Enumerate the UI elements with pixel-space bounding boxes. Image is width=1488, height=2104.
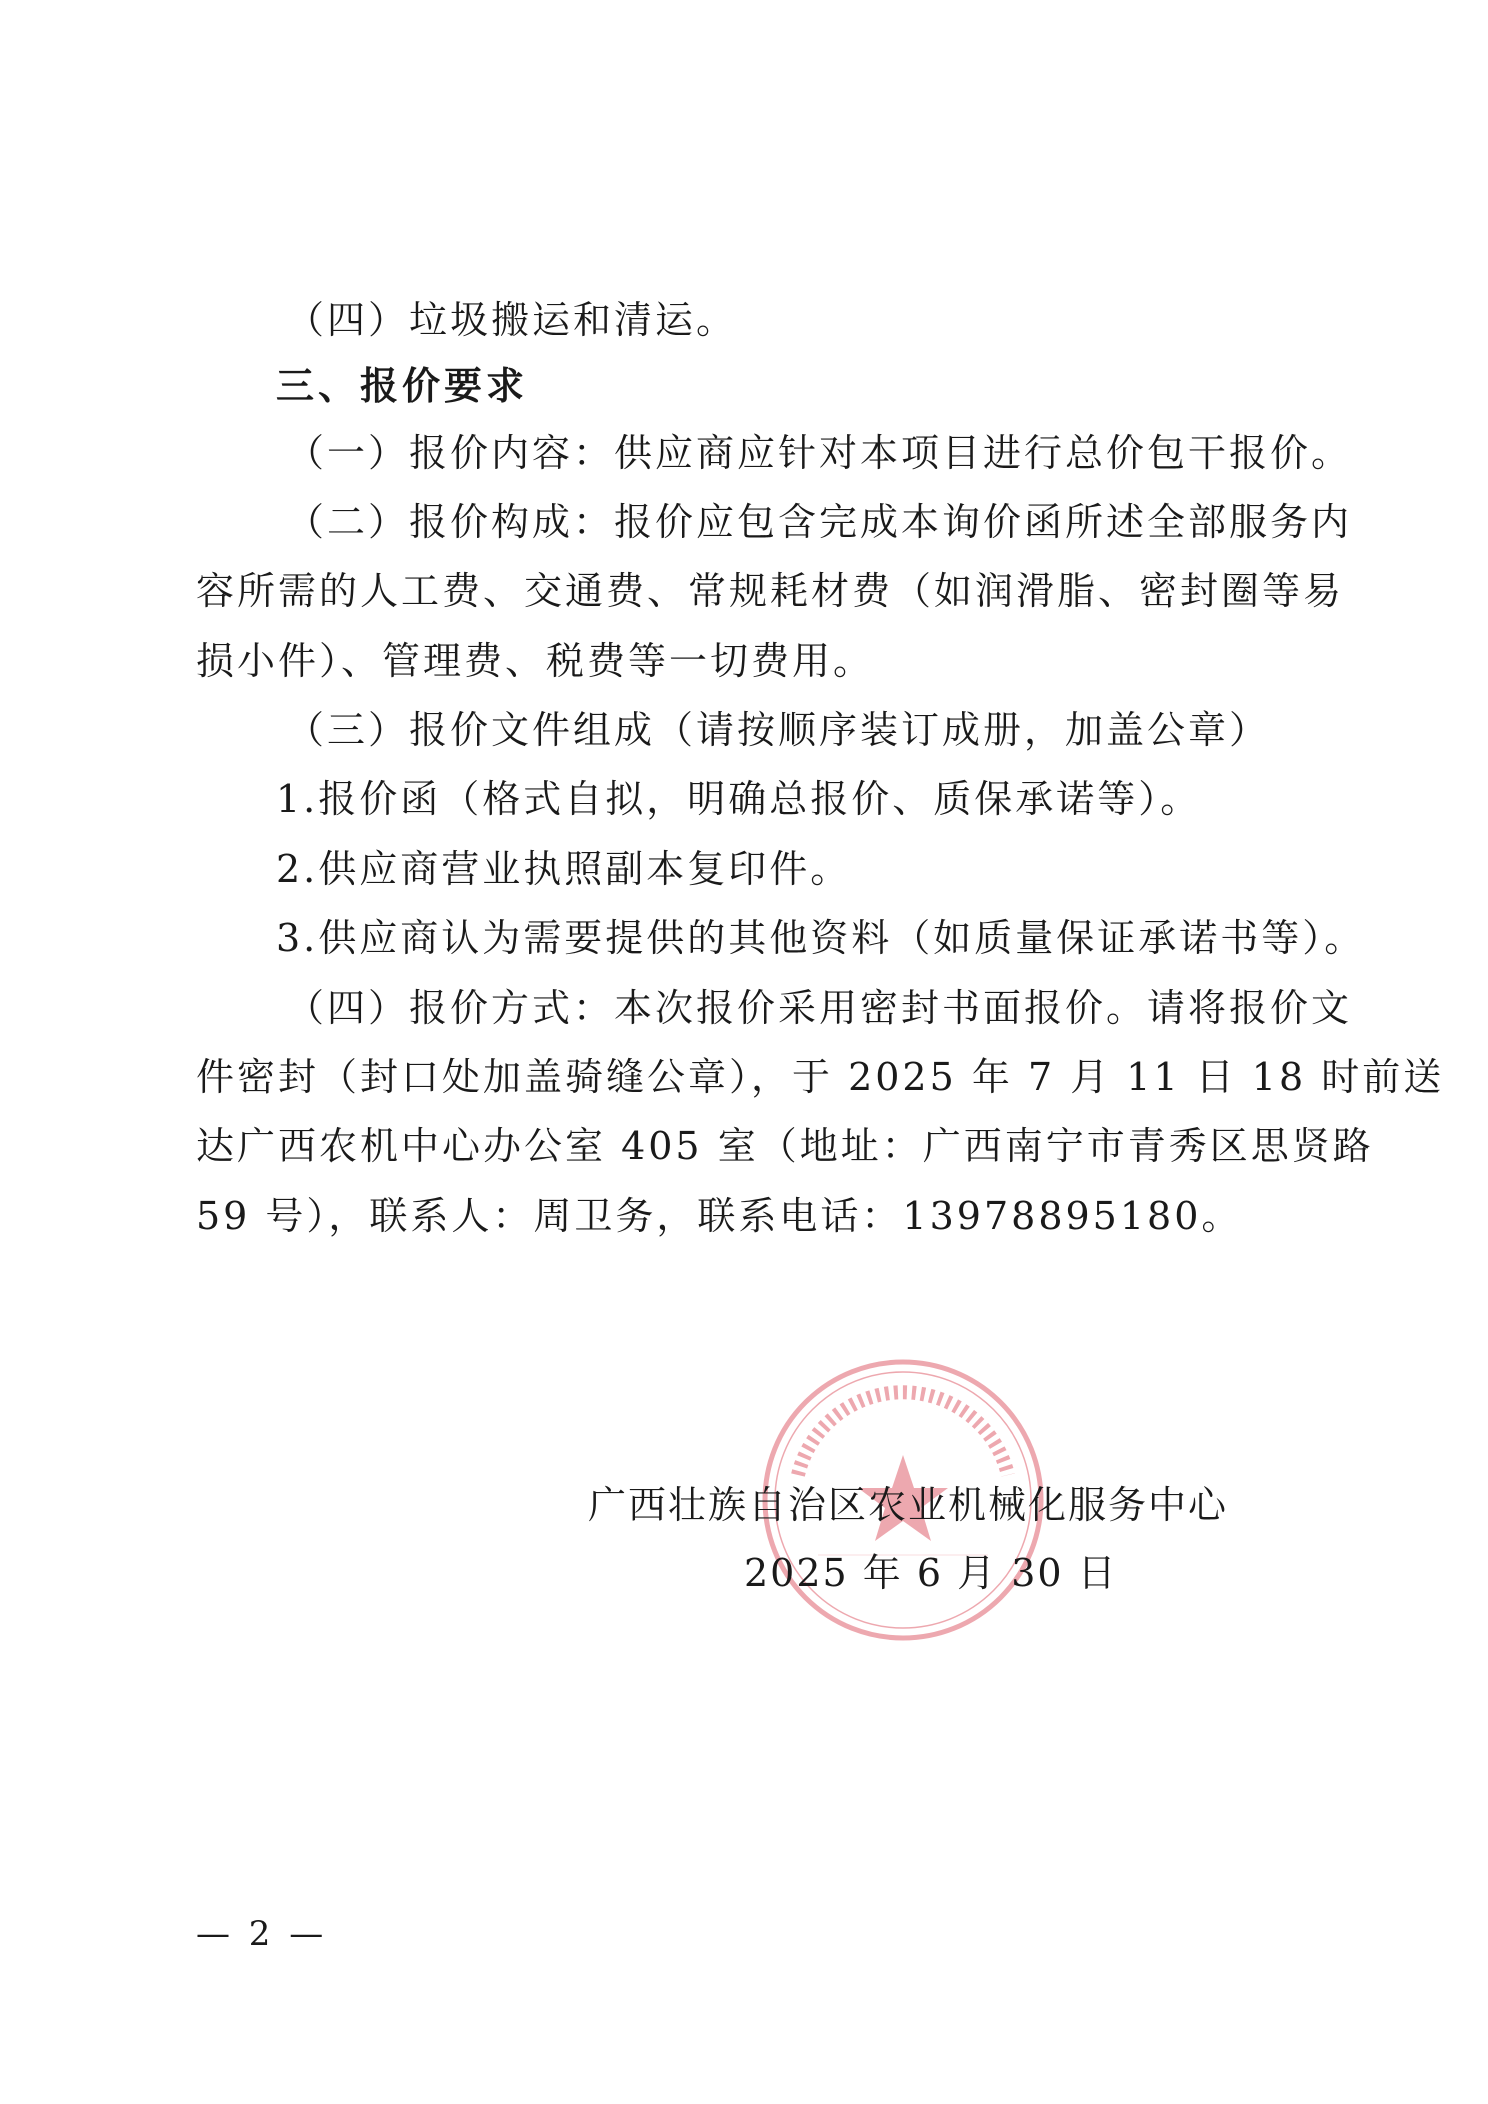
body-line-6: 损小件）、管理费、税费等一切费用。	[196, 639, 875, 683]
section-heading-quote-requirements: 三、报价要求	[276, 363, 529, 408]
body-line-12: 件密封（封口处加盖骑缝公章），于 2025 年 7 月 11 日 18 时前送	[196, 1055, 1445, 1099]
body-line-10: 3.供应商认为需要提供的其他资料（如质量保证承诺书等）。	[276, 916, 1366, 960]
body-line-11: （四）报价方式：本次报价采用密封书面报价。请将报价文	[286, 986, 1353, 1030]
body-line-1: （四）垃圾搬运和清运。	[286, 298, 738, 342]
body-line-8: 1.报价函（格式自拟，明确总报价、质保承诺等）。	[276, 777, 1202, 821]
body-line-14: 59 号），联系人：周卫务，联系电话：13978895180。	[196, 1194, 1243, 1238]
page-number: — 2 —	[196, 1914, 328, 1954]
body-line-5: 容所需的人工费、交通费、常规耗材费（如润滑脂、密封圈等易	[196, 569, 1345, 613]
issuing-organization: 广西壮族自治区农业机械化服务中心	[588, 1483, 1229, 1527]
body-line-7: （三）报价文件组成（请按顺序装订成册，加盖公章）	[286, 708, 1271, 752]
body-line-3: （一）报价内容：供应商应针对本项目进行总价包干报价。	[286, 431, 1353, 475]
body-line-13: 达广西农机中心办公室 405 室（地址：广西南宁市青秀区思贤路	[196, 1124, 1374, 1168]
body-line-4: （二）报价构成：报价应包含完成本询价函所述全部服务内	[286, 500, 1353, 544]
body-line-9: 2.供应商营业执照副本复印件。	[276, 847, 852, 891]
issue-date: 2025 年 6 月 30 日	[744, 1551, 1118, 1595]
